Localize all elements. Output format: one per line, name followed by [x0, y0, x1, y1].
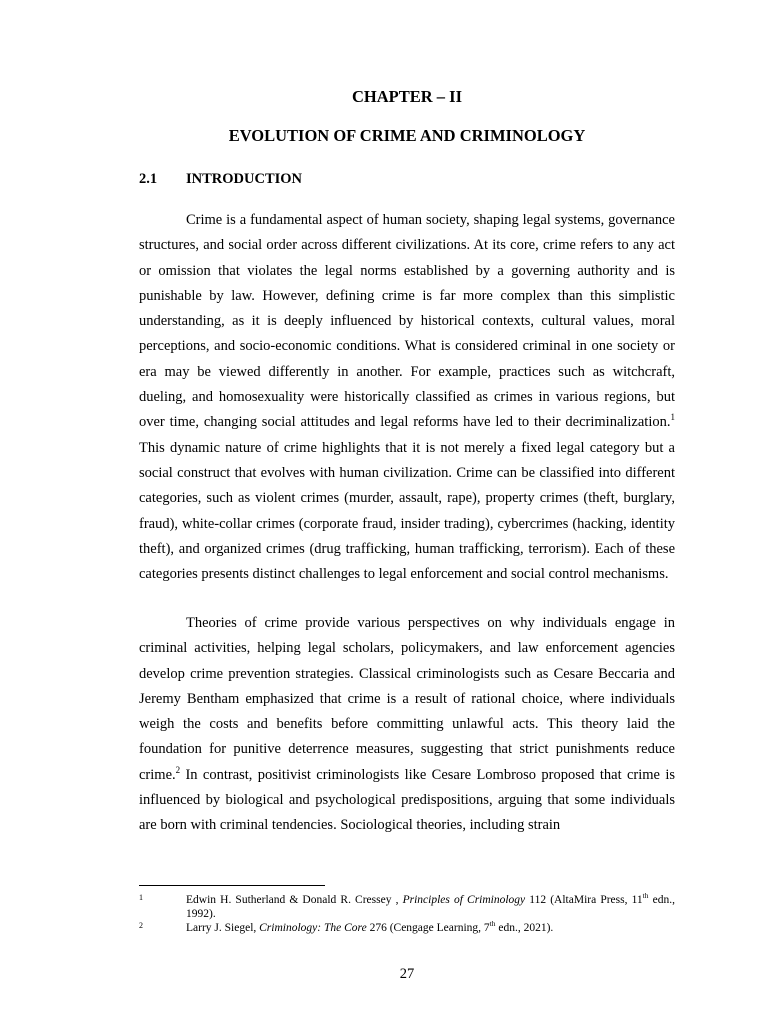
footnote-text: [186, 893, 675, 921]
footnote-text: [186, 921, 675, 935]
paragraph-text: In contrast, positivist criminologists like Cesare Lombroso proposed that crime is influenced by biological and psychological predispositions, arguing that some individuals are born with criminal tendencies. Sociological theories, including strain: [139, 766, 675, 834]
paragraph-text: Crime is a fundamental aspect of human society, shaping legal systems, governance structures, and social order across different civilizations. At its core, crime refers to any act or omission that violates the legal norms established by a governing authority and is punishable by law. However, defining crime is far more complex than this simplistic understanding, as it is deeply influenced by historical contexts, cultural values, moral perceptions, and socio-economic conditions. What is considered criminal in one society or era may be viewed differently in another. For example, practices such as witchcraft, dueling, and homosexuality were historically classified as crimes in various regions, but over time, changing social attitudes and legal reforms have led to their decriminalization.: [139, 212, 675, 431]
footnote-ordinal: th: [642, 891, 649, 901]
chapter-subtitle: EVOLUTION OF CRIME AND CRIMINOLOGY: [228, 126, 586, 145]
footnote-details: edn., 1992).: [186, 894, 675, 920]
footnote-details: edn., 2021).: [495, 922, 554, 934]
footnote-reference-2[interactable]: 2: [175, 764, 181, 775]
footnote-title: Principles of Criminology: [402, 894, 526, 906]
footnote-ordinal: th: [489, 919, 496, 929]
footnote-details: 276 (Cengage Learning, 7: [366, 922, 490, 934]
footnote-number: 2: [139, 921, 143, 930]
paragraph-text: Theories of crime provide various perspectives on why individuals engage in criminal activities, helping legal scholars, policymakers, and law enforcement agencies develop crime prevention strategies. Classical criminologists such as Cesare Beccaria and Jeremy Bentham emphasized that crime is a result of rational choice, where individuals weigh the costs and benefits before committing unlawful acts. This theory laid the foundation for punitive deterrence measures, suggesting that strict punishments reduce crime.: [139, 615, 675, 783]
section-number: 2.1: [139, 171, 158, 187]
footnote-author: Edwin H. Sutherland & Donald R. Cressey ,: [186, 894, 403, 906]
footnote-title: Criminology: The Core: [259, 922, 367, 934]
footnote-number: 1: [139, 893, 143, 902]
footnote-2: [139, 921, 675, 935]
body-paragraph-2: [139, 611, 675, 839]
page-number: 27: [399, 966, 415, 982]
body-paragraph-1: [139, 208, 675, 587]
footnote-author: Larry J. Siegel,: [186, 922, 260, 934]
footnote-details: 112 (AltaMira Press, 11: [525, 894, 643, 906]
footnote-reference-1[interactable]: 1: [670, 412, 675, 423]
paragraph-text: This dynamic nature of crime highlights that it is not merely a fixed legal category but a social construct that evolves with human civilization. Crime can be classified into different categories, such as violent crimes (murder, assault, rape), property crimes (theft, burglary, fraud), white-collar crimes (corporate fraud, insider trading), cybercrimes (hacking, identity theft), and organized crimes (drug trafficking, human trafficking, terrorism). Each of these categories presents distinct challenges to legal enforcement and social control mechanisms.: [139, 439, 675, 583]
chapter-title: CHAPTER – II: [351, 87, 462, 106]
section-title: INTRODUCTION: [186, 171, 303, 187]
footnote-separator: [139, 885, 325, 886]
footnote-1: [139, 893, 675, 921]
section-heading: [139, 169, 302, 189]
